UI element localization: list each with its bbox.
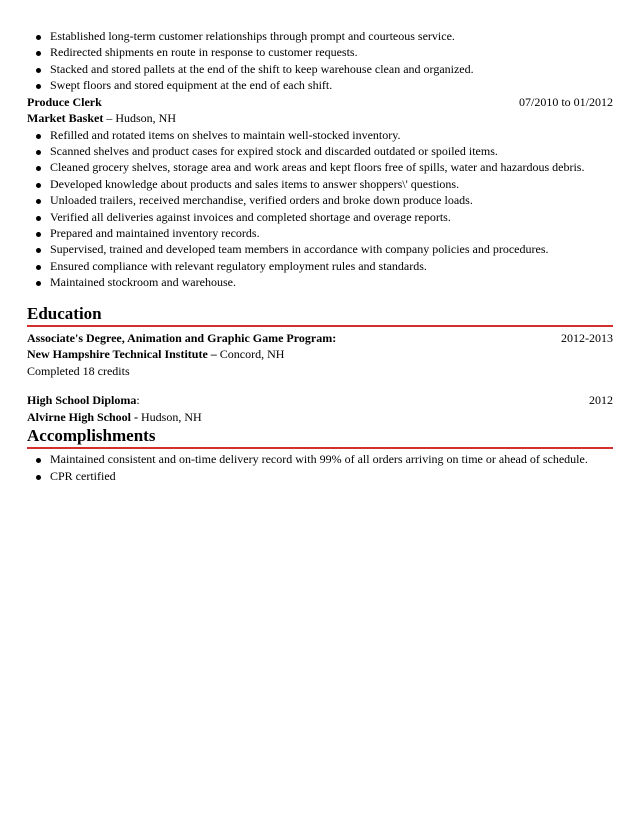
bullet-icon xyxy=(36,475,41,480)
degree-dates: 2012 xyxy=(589,393,613,408)
bullet-icon xyxy=(36,248,41,253)
list-item: Maintained consistent and on-time delivery record with 99% of all orders arriving on time or ahead of schedule. xyxy=(27,451,613,467)
degree-title: Associate's Degree, Animation and Graphic Game Program: xyxy=(27,330,337,345)
list-item: Supervised, trained and developed team members in accordance with company policies and procedures. xyxy=(27,241,613,257)
bullet-icon xyxy=(36,84,41,89)
list-item: Refilled and rotated items on shelves to maintain well-stocked inventory. xyxy=(27,127,613,143)
education-heading: Education xyxy=(27,304,613,327)
experience-tail-list xyxy=(27,28,613,94)
bullet-icon xyxy=(36,68,41,73)
list-item: Ensured compliance with relevant regulatory employment rules and standards. xyxy=(27,258,613,274)
bullet-icon xyxy=(36,35,41,40)
bullet-icon xyxy=(36,150,41,155)
job-dates: 07/2010 to 01/2012 xyxy=(518,94,613,109)
job-title: Produce Clerk xyxy=(27,94,102,109)
bullet-icon xyxy=(36,265,41,270)
accomplishments-list xyxy=(27,451,613,484)
accomplishments-heading: Accomplishments xyxy=(27,426,613,449)
bullet-icon xyxy=(36,166,41,171)
education-note: Completed 18 credits xyxy=(27,363,130,378)
education-entry xyxy=(27,392,613,425)
bullet-icon xyxy=(36,216,41,221)
bullet-icon xyxy=(36,281,41,286)
bullet-icon xyxy=(36,134,41,139)
school-line: Alvirne High School - Hudson, NH xyxy=(27,409,202,424)
resume-page xyxy=(27,28,613,484)
job-header xyxy=(27,94,613,111)
bullet-icon xyxy=(36,458,41,463)
education-entry xyxy=(27,330,613,380)
bullet-icon xyxy=(36,51,41,56)
school-line: New Hampshire Technical Institute – Concord, NH xyxy=(27,347,285,362)
job-duties-list xyxy=(27,127,613,291)
list-item: Prepared and maintained inventory records. xyxy=(27,225,613,241)
bullet-icon xyxy=(36,183,41,188)
list-item: CPR certified xyxy=(27,468,613,484)
list-item: Redirected shipments en route in response to customer requests. xyxy=(27,44,613,60)
list-item: Unloaded trailers, received merchandise, verified orders and broke down produce loads. xyxy=(27,192,613,208)
list-item: Scanned shelves and product cases for expired stock and discarded outdated or spoiled items. xyxy=(27,143,613,159)
company-name: Market Basket xyxy=(27,111,104,126)
company-location: – Hudson, NH xyxy=(103,111,176,126)
bullet-icon xyxy=(36,232,41,237)
list-item: Swept floors and stored equipment at the end of each shift. xyxy=(27,77,613,93)
list-item: Established long-term customer relationships through prompt and courteous service. xyxy=(27,28,613,44)
degree-dates: 2012-2013 xyxy=(561,330,613,345)
degree-title: High School Diploma: xyxy=(27,393,140,408)
list-item: Developed knowledge about products and sales items to answer shoppers\' questions. xyxy=(27,176,613,192)
job-employer xyxy=(27,110,613,127)
list-item: Stacked and stored pallets at the end of the shift to keep warehouse clean and organized. xyxy=(27,61,613,77)
list-item: Cleaned grocery shelves, storage area and work areas and kept floors free of spills, water and hazardous debris. xyxy=(27,159,613,175)
list-item: Maintained stockroom and warehouse. xyxy=(27,274,613,290)
list-item: Verified all deliveries against invoices and completed shortage and overage reports. xyxy=(27,209,613,225)
bullet-icon xyxy=(36,199,41,204)
